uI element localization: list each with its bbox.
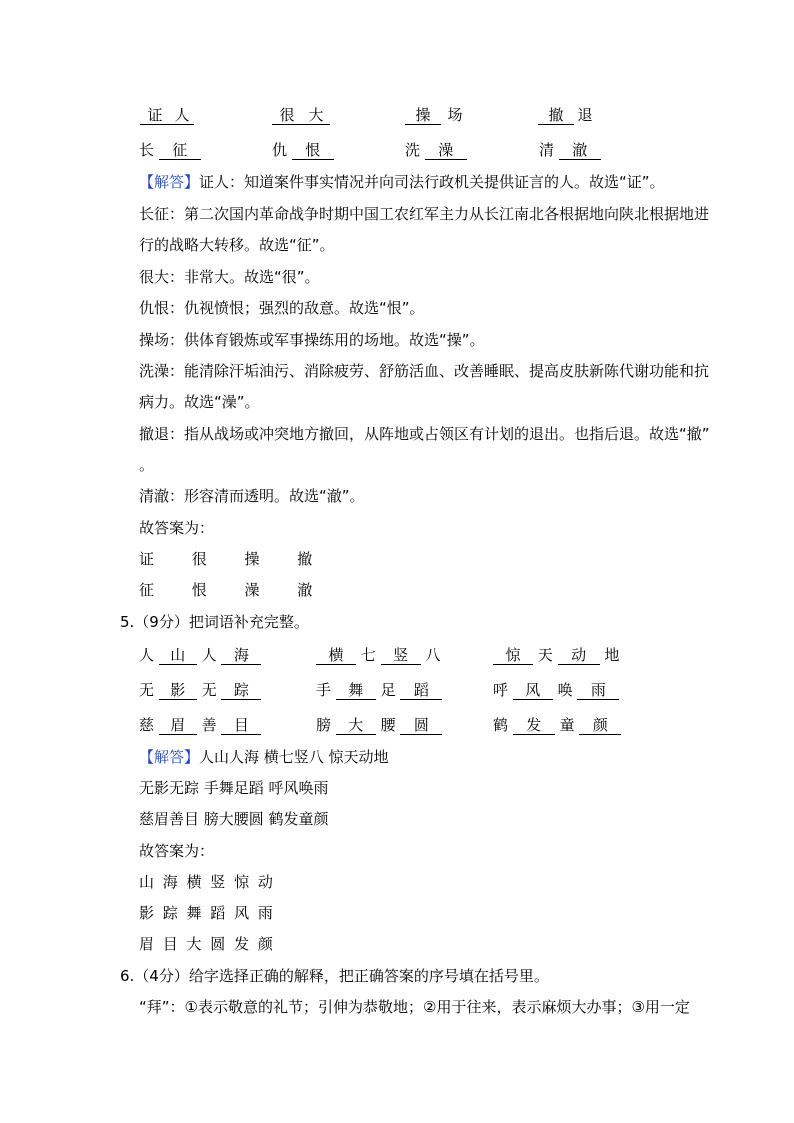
q4-answer-line-2: 长征：第二次国内革命战争时期中国工农红军主力从长江南北各根据地向陕北根据地进: [139, 205, 710, 223]
q5-idiom-2: 横 七 竖 八: [316, 645, 440, 665]
q4-blank: 证: [140, 106, 170, 125]
q5-answer-line-2: 无影无踪 手舞足蹈 呼风唤雨: [139, 779, 329, 797]
q4-answer-line-4: 很大：非常大。故选“很”。: [139, 268, 320, 286]
q4-word-6: [272, 140, 334, 160]
q4-word-1: [140, 105, 194, 125]
q4-blank: 澡: [425, 141, 467, 160]
q4-char: 长: [139, 141, 155, 159]
q4-word-8: [539, 140, 601, 160]
q4-answer-line-3: 行的战略大转移。故选“征”。: [139, 236, 335, 254]
q4-answer-line-5: 仇恨：仇视愤恨；强烈的敌意。故选“恨”。: [139, 299, 425, 317]
q5-idiom-5: 手 舞 足 蹈: [316, 680, 442, 700]
q4-word-5: [139, 140, 201, 160]
q4-blank: 操: [405, 106, 441, 125]
q5-answer-line-6: 影 踪 舞 蹈 风 雨: [139, 904, 275, 922]
q4-char: 清: [539, 141, 555, 159]
q4-answer-line-14: 征 恨 澡 澈: [139, 581, 319, 599]
q5-idiom-8: 膀 大 腰 圆: [316, 715, 442, 735]
q5-idiom-6: 呼 风 唤 雨: [493, 680, 619, 700]
q4-answer-line-1: 【解答】证人：知道案件事实情况并向司法行政机关提供证言的人。故选“证”。: [139, 173, 665, 191]
q4-blank: 澈: [559, 141, 601, 160]
q6-line-1: “拜”：①表示敬意的礼节；引伸为恭敬地；②用于往来，表示麻烦大办事；③用一定: [139, 998, 690, 1016]
q4-char: 人: [170, 106, 194, 125]
q4-answer-line-8: 病力。故选“澡”。: [139, 393, 260, 411]
q5-answer-line-7: 眉 目 大 圆 发 颜: [139, 935, 275, 953]
q4-blank: 很: [272, 106, 302, 125]
q4-answer-line-9: 撤退：指从战场或冲突地方撤回，从阵地或占领区有计划的退出。也指后退。故选“撤”: [139, 425, 710, 443]
q5-idiom-1: 人 山 人 海: [139, 645, 261, 665]
q4-word-2: [272, 105, 330, 125]
q4-char: 仇: [272, 141, 288, 159]
answer-tag: 【解答】: [139, 173, 200, 191]
q5-idiom-9: 鹤 发 童 颜: [493, 715, 621, 735]
q5-idiom-4: 无 影 无 踪: [139, 680, 261, 700]
q4-answer-line-10: 。: [139, 456, 155, 474]
q4-word-7: [405, 140, 467, 160]
q5-answer-line-1: 【解答】人山人海 横七竖八 惊天动地: [139, 748, 389, 766]
q5-answer-line-3: 慈眉善目 膀大腰圆 鹤发童颜: [139, 810, 329, 828]
q4-char: 大: [302, 106, 330, 125]
q5-idiom-7: 慈 眉 善 目: [139, 715, 261, 735]
q4-blank: 撤: [538, 106, 574, 125]
q4-char: 退: [577, 106, 593, 124]
q5-answer-line-4: 故答案为：: [139, 842, 215, 860]
q4-word-3: [405, 105, 469, 125]
q6-title: 6.（4分）给字选择正确的解释，把正确答案的序号填在括号里。: [120, 967, 549, 985]
q5-answer-line-5: 山 海 横 竖 惊 动: [139, 873, 275, 891]
q4-char: 洗: [405, 141, 421, 159]
q4-char: 场: [447, 106, 463, 124]
q5-title: 5.（9分）把词语补充完整。: [120, 613, 309, 631]
q5-idiom-3: 惊 天 动 地: [493, 645, 619, 665]
q4-answer-line-6: 操场：供体育锻炼或军事操练用的场地。故选“操”。: [139, 331, 485, 349]
q4-answer-line-7: 洗澡：能清除汗垢油污、消除疲劳、舒筋活血、改善睡眠、提高皮肤新陈代谢功能和抗: [139, 362, 710, 380]
q4-blank: 恨: [292, 141, 334, 160]
q4-blank: 征: [159, 141, 201, 160]
q4-word-4: [538, 105, 596, 125]
q4-answer-line-13: 证 很 操 撤: [139, 550, 319, 568]
q4-answer-line-12: 故答案为：: [139, 519, 215, 537]
q4-answer-line-11: 清澈：形容清而透明。故选“澈”。: [139, 487, 365, 505]
answer-tag: 【解答】: [139, 748, 200, 766]
